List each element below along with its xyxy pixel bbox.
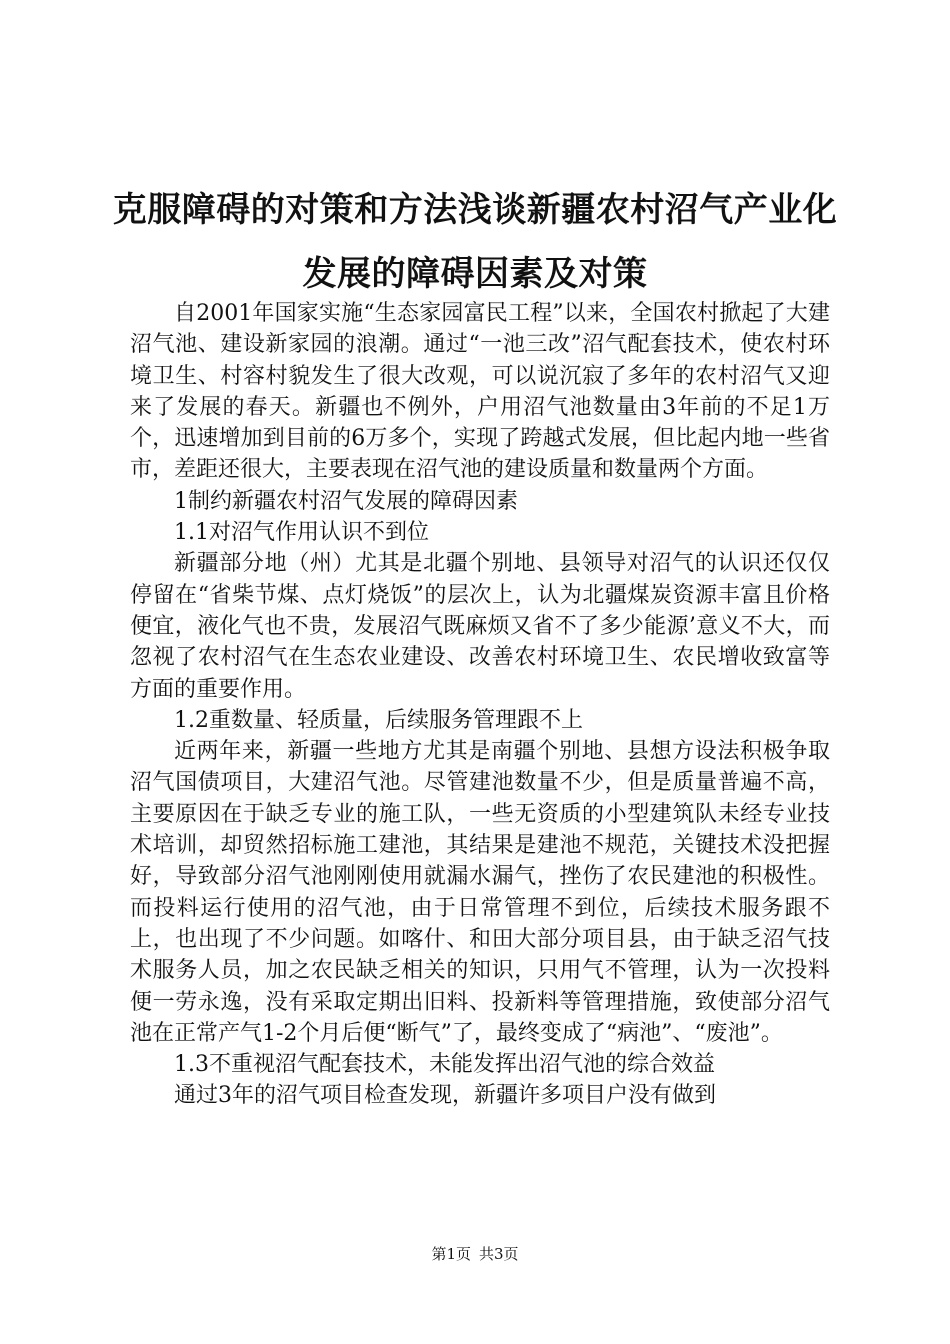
section-heading-1-3: 1.3不重视沼气配套技术，未能发挥出沼气池的综合效益 [174,1052,715,1078]
section-heading-1-1: 1.1对沼气作用认识不到位 [174,520,429,546]
section-heading-1-2: 1.2重数量、轻质量，后续服务管理跟不上 [174,707,583,733]
paragraph-1-1: 新疆部分地（州）尤其是北疆个别地、县领导对沼气的认识还仅仅停留在“省柴节煤、点灯烧饭”的层次上，认为北疆煤炭资源丰富且价格便宜，液化气也不贵，发展沼气既麻烦又省不了多少能源’意义不大，而忽视了农村沼气在生态农业建设、改善农村环境卫生、农民增收致富等方面的重要作用。 [130,551,830,702]
page-footer [0,1244,950,1264]
section-heading-1: 1制约新疆农村沼气发展的障碍因素 [174,488,518,514]
page-number: 第1页 [431,1245,471,1263]
paragraph-1-3: 通过3年的沼气项目检查发现，新疆许多项目户没有做到 [174,1083,716,1109]
document-title: 克服障碍的对策和方法浅谈新疆农村沼气产业化发展的障碍因素及对策 [112,190,838,294]
paragraph-1-2: 近两年来，新疆一些地方尤其是南疆个别地、县想方设法积极争取沼气国债项目，大建沼气池。尽管建池数量不少，但是质量普遍不高，主要原因在于缺乏专业的施工队，一些无资质的小型建筑队未经专业技术培训，却贸然招标施工建池，其结果是建池不规范，关键技术没把握好，导致部分沼气池刚刚使用就漏水漏气，挫伤了农民建池的积极性。而投料运行使用的沼气池，由于日常管理不到位，后续技术服务跟不上，也出现了不少问题。如喀什、和田大部分项目县，由于缺乏沼气技术服务人员，加之农民缺乏相关的知识，只用气不管理，认为一次投料便一劳永逸，没有采取定期出旧料、投新料等管理措施，致使部分沼气池在正常产气1-2个月后便“断气”了，最终变成了“病池”、“废池”。 [130,739,830,1046]
page-total: 共3页 [479,1245,519,1263]
document-body [130,298,830,1112]
paragraph-intro: 自2001年国家实施“生态家园富民工程”以来，全国农村掀起了大建沼气池、建设新家园的浪潮。通过“一池三改”沼气配套技术，使农村环境卫生、村容村貌发生了很大改观，可以说沉寂了多年的农村沼气又迎来了发展的春天。新疆也不例外，户用沼气池数量由3年前的不足1万个，迅速增加到目前的6万多个，实现了跨越式发展，但比起内地一些省市，差距还很大，主要表现在沼气池的建设质量和数量两个方面。 [130,301,830,483]
